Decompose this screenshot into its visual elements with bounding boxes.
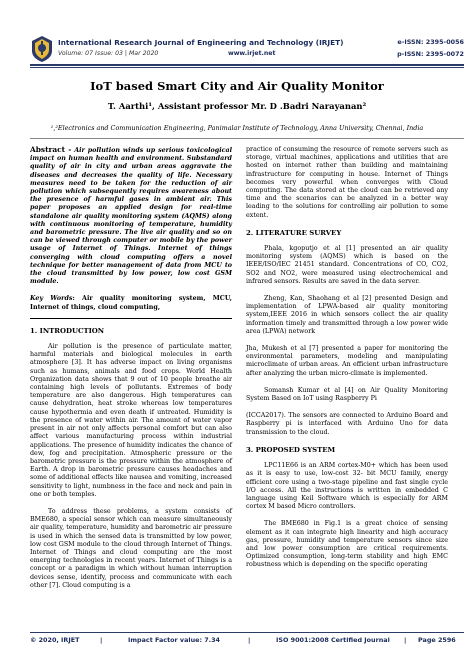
footer-impact-factor: Impact Factor value: 7.34: [128, 636, 221, 644]
p-issn: p-ISSN: 2395-0072: [397, 50, 464, 58]
lit-paragraph-3: Jha, Mukesh et al [7] presented a paper for monitoring the environmental parameters, modeling and manipulating microclimate of urban areas. An efficient urban infrastructure after analyzing the urban micro-climate is implemented.: [246, 345, 448, 377]
intro-paragraph-2: To address these problems, a system consists of BME680, a special sensor which can measure simultaneously air quality, temperature, humidity and barometric air pressure is used in which the sensed data is transmitted by low power, low cost GSM module to the cloud through Internet of Things. Internet of Things and cloud computing are the most emerging technologies in recent years. Internet of Things is a concept or a paradigm in which without human interruption devices sense, identify, process and communicate with each other [7]. Cloud computing is a: [30, 507, 232, 589]
keywords-label: Key Words: [30, 295, 73, 303]
footer-iso: ISO 9001:2008 Certified Journal: [276, 636, 390, 644]
e-issn: e-ISSN: 2395-0056: [397, 38, 464, 46]
title-divider: [30, 138, 464, 139]
footer-rule: [30, 632, 464, 633]
footer-separator: |: [404, 636, 407, 644]
footer-separator: |: [248, 636, 251, 644]
proposed-paragraph-2: The BME680 in Fig.1 is a great choice of sensing element as it can integrate high linearity and high accuracy gas, pressure, humidity and temperature sensors since size and low power consumption are critical requirements. Optimized consumption, long-term stability and high EMC robustness which is depending on the specific operating: [246, 520, 448, 569]
footer-separator: |: [100, 636, 103, 644]
right-column: [246, 146, 448, 574]
paper-authors: T. Aarthi¹, Assistant professor Mr. D .Badri Narayanan²: [107, 101, 367, 111]
intro-continuation: practice of consuming the resource of remote servers such as storage, virtual machines, applications and utilities that are hosted on internet rather than building and maintaining infrastructure for computing in house. Internet of Things becomes very powerful when converges with Cloud computing. The data stored at the cloud can be retrieved any time and the scenarios can be analyzed in a better way leading to the solutions for controlling air pollution to some extent.: [246, 146, 448, 219]
abstract-text: Air pollution winds up serious toxicological impact on human health and environment. Substandard quality of air in city and urban areas aggravate the diseases and decreases the quality of life. Necessary measures need to be taken for the reduction of air pollution which subsequently requires awareness about the presence of harmful gases in ambient air. This paper proposes an applied design for real-time standalone air quality monitoring system (AQMS) along with continuous monitoring of temperature, humidity and barometric pressure. The live air quality and so on can be viewed through computer or mobile by the power usage of Internet of Things. Internet of things converging with cloud computing offers a novel technique for better management of data from MCU to the cloud transmitted by low power, low cost GSM module.: [30, 147, 233, 286]
section-heading-literature-survey: 2. LITERATURE SURVEY: [246, 228, 342, 237]
left-column: [30, 146, 232, 594]
lit-paragraph-5: (ICCA2017). The sensors are connected to Arduino Board and Raspberry pi is interfaced with Arduino Uno for data transmission to the cloud.: [246, 412, 448, 436]
footer-copyright: © 2020, IRJET: [30, 636, 80, 644]
volume-info: Volume: 07 Issue: 03 | Mar 2020: [58, 50, 159, 57]
footer-page-number: Page 2596: [418, 636, 456, 644]
irjet-logo: [30, 35, 54, 63]
abstract-label: Abstract -: [30, 145, 72, 154]
lit-paragraph-4: Somansh Kumar et al [4] on Air Quality Monitoring System Based on IoT using Raspberry Pi: [246, 386, 448, 403]
journal-header: [30, 39, 464, 65]
page-footer: [30, 636, 464, 648]
section-heading-proposed-system: 3. PROPOSED SYSTEM: [246, 445, 336, 454]
proposed-paragraph-1: LPC11E66 is an ARM cortex-M0+ which has been used as it is easy to use, low-cost 32- bit MCU family, energy efficient core using a two-stage pipeline and fast single cycle I/O access. All the instructions is written in embedded C language using Keil Software which is especially for ARM cortex M based Micro controllers.: [246, 462, 448, 511]
lit-paragraph-1: Phala, kgoputjo et al [1] presented an air quality monitoring system (AQMS) which is based on the IEEE/ISO/IEC 21451 standard. Concentrations of CO, CO2, SO2 and NO2, were measured using electrochemical and infrared sensors. Results are saved in the data server.: [246, 245, 448, 285]
intro-paragraph-1: Air pollution is the presence of particulate matter, harmful materials and biological molecules in earth atmosphere [3]. It has adverse impact on living organisms such as humans, animals and food crops. World Health Organization data shows that 9 out of 10 people breathe air containing high levels of pollutants. Extremes of body temperature are also dangerous. High temperatures can cause dehydration, heat stroke whereas low temperatures cause hypothermia and even death if untreated. Humidity is the presence of water within air. The amount of water vapor present in air not only affects personal comfort but can also affect various manufacturing process within industrial applications. The presence of humidity indicates the chance of dew, fog and precipitation. Atmospheric pressure or the barometric pressure is the pressure within the atmosphere of Earth. A drop in barometric pressure causes headaches and some of additional effects like nausea and vomiting, increased sensitivity to light, numbness in the face and neck and pain in one or both temples.: [30, 343, 232, 498]
section-heading-introduction: 1. INTRODUCTION: [30, 326, 105, 335]
header-rule: [30, 64, 464, 66]
keywords-text: : Air quality monitoring system, MCU, Internet of things, cloud computing,: [30, 295, 232, 311]
keywords-divider: [30, 318, 232, 319]
paper-affiliation: ¹,²Electronics and Communication Engineering, Panimalar Institute of Technology, Anna University, Chennai, India: [50, 124, 424, 132]
abstract: [30, 146, 232, 286]
paper-title: IoT based Smart City and Air Quality Monitor: [90, 79, 384, 93]
header-rule-thin: [30, 67, 464, 68]
lit-paragraph-2: Zheng, Kan, Shaohang et al [2] presented Design and implementation of LPWA-based air quality monitoring system,IEEE 2016 in which sensors collect the air quality information timely and transmitted through a low power wide area (LPWA) network: [246, 295, 448, 335]
journal-website[interactable]: www.irjet.net: [228, 50, 276, 57]
keywords: [30, 295, 232, 311]
journal-name: International Research Journal of Engineering and Technology (IRJET): [58, 38, 344, 47]
